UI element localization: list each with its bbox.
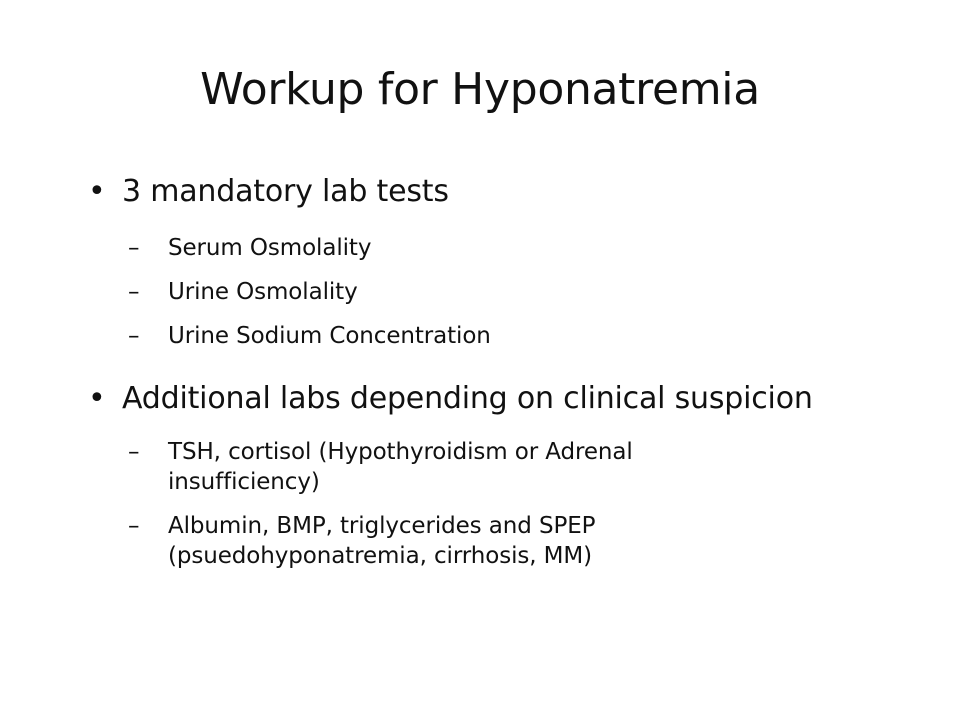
sub-item-text: TSH, cortisol (Hypothyroidism or Adrenal insufficiency) — [168, 439, 633, 495]
dash-icon: – — [128, 235, 140, 261]
dash-icon: – — [128, 279, 140, 305]
sub-item — [128, 277, 888, 307]
sub-item-text: Urine Osmolality — [168, 279, 358, 305]
sub-item — [128, 233, 888, 263]
sub-item — [128, 437, 788, 497]
sub-item-text: Urine Sodium Concentration — [168, 323, 491, 349]
bullet-text: 3 mandatory lab tests — [122, 174, 449, 209]
bullet-line — [88, 380, 928, 418]
dash-icon: – — [128, 323, 140, 349]
sub-item-text: Albumin, BMP, triglycerides and SPEP (psuedohyponatremia, cirrhosis, MM) — [168, 513, 596, 569]
bullet-text: Additional labs depending on clinical suspicion — [122, 381, 813, 416]
bullet-item — [88, 173, 928, 211]
sub-list — [128, 437, 788, 571]
dash-icon: – — [128, 439, 140, 465]
bullet-icon: • — [88, 174, 106, 209]
sub-item — [128, 321, 888, 351]
sub-item — [128, 511, 788, 571]
sub-list — [128, 233, 888, 351]
bullet-item — [88, 380, 928, 418]
bullet-line — [88, 173, 928, 211]
sub-item-text: Serum Osmolality — [168, 235, 372, 261]
dash-icon: – — [128, 513, 140, 539]
slide-title: Workup for Hyponatremia — [200, 64, 760, 115]
bullet-icon: • — [88, 381, 106, 416]
